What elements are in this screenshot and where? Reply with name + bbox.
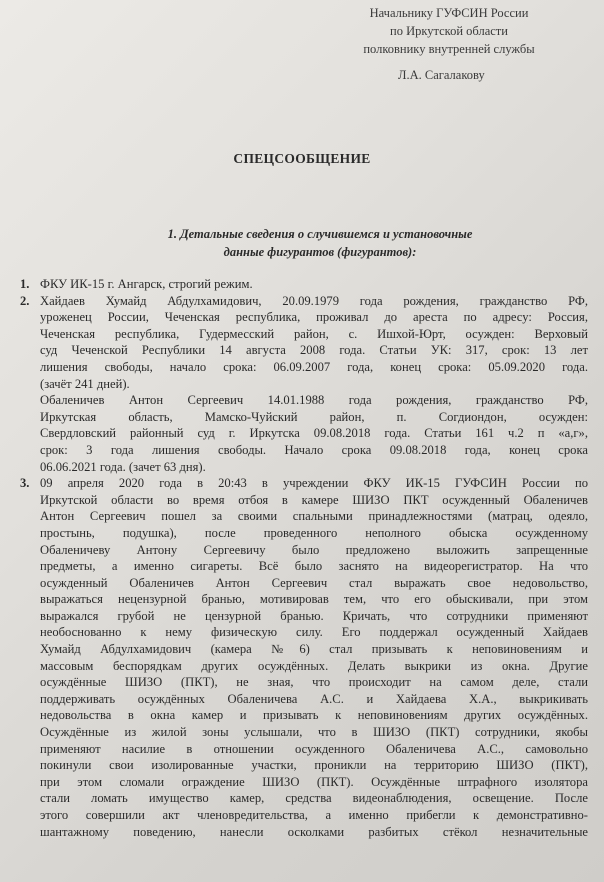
item-line: осуждённые ШИЗО (ПКТ), не зная, что происходит на самом деле, стали xyxy=(40,675,588,690)
document-title: СПЕЦСООБЩЕНИЕ xyxy=(233,151,371,166)
item-line: при этом сломали ограждение ШИЗО (ПКТ). Осуждённые штрафного изолятора xyxy=(40,774,588,789)
item-line: шантажному поведению, нанесли осколками разбитых стёкол незначительные xyxy=(40,824,588,839)
item-line: выражаться нецензурной бранью, мотивировав тем, что его обыскивали, при этом xyxy=(40,592,588,607)
item-line: выражался грубой не цензурной бранью. Кричать, что сотрудники применяют xyxy=(40,608,588,623)
list-item-2 xyxy=(20,293,588,476)
item-line: недовольства в окна камер и призывать к неповиновениям других осуждённых. xyxy=(40,708,588,723)
list-item-1 xyxy=(20,276,588,293)
addressee-line: по Иркутской области xyxy=(390,24,508,38)
item-line: Осуждённые из жилой зоны услышали, что в ШИЗО (ПКТ) сотрудники, якобы xyxy=(40,725,588,740)
item-line: ФКУ ИК-15 г. Ангарск, строгий режим. xyxy=(40,277,253,291)
item-number: 3. xyxy=(20,476,30,491)
item-line: Иркутской области во время отбоя в камере ШИЗО ПКТ осужденный Обаленичев xyxy=(40,492,588,507)
item-line: покинули свои изолированные участки, проникли на территорию ШИЗО (ПКТ), xyxy=(40,758,588,773)
addressee-line: Начальнику ГУФСИН России xyxy=(369,6,529,20)
item-line: Чеченская республика, Гудермесский район, с. Ишхой-Юрт, осужден: Верховый xyxy=(40,326,588,341)
item-number: 2. xyxy=(20,293,30,308)
section-heading-line: данные фигурантов (фигурантов): xyxy=(223,245,417,259)
item-line: суд Чеченской Республики 14 августа 2008 года. Статьи УК: 317, срок: 13 лет xyxy=(40,343,588,358)
item-line: необоснованно к нему физическую силу. Его поддержал осужденный Хайдаев xyxy=(40,625,588,640)
addressee-name: Л.А. Сагалакову xyxy=(398,68,485,82)
item-line: Хумайд Абдулхамидович (камера №6) стал призывать к неповиновениям и xyxy=(40,642,588,657)
item-line: Обаленичев Антон Сергеевич 14.01.1988 года рождения, гражданство РФ, xyxy=(40,393,588,408)
item-line: Хайдаев Хумайд Абдулхамидович, 20.09.1979 года рождения, гражданство РФ, xyxy=(40,293,588,308)
addressee-block xyxy=(318,4,580,58)
item-line: (зачёт 241 дней). xyxy=(40,376,130,391)
item-line: 09 апреля 2020 года в 20:43 в учреждении ФКУ ИК-15 ГУФСИН России по xyxy=(40,476,588,491)
item-line: Свердловский районный суд г. Иркутска 09.08.2018 года. Статьи 161 ч.2 п «а,г», xyxy=(40,426,588,441)
item-line: срок: 3 года лишения свободы. Начало срока 09.08.2018 года, конец срока xyxy=(40,442,588,457)
item-line: Иркутская область, Мамско-Чуйский район, п. Согдиондон, осужден: xyxy=(40,409,588,424)
item-line: лишения свободы, начало срока: 06.09.2007 года, конец срока: 05.09.2020 года. xyxy=(40,359,588,374)
item-line: массовым беспорядкам других осуждённых. Делать выкрики из окна. Другие xyxy=(40,658,588,673)
section-heading xyxy=(130,225,510,261)
item-line: применяют насилие в отношении осужденного Обаленичева А.С., самовольно xyxy=(40,741,588,756)
list-item-3 xyxy=(20,475,588,840)
section-heading-line: 1. Детальные сведения о случившемся и установочные xyxy=(167,227,473,241)
item-line: уроженец России, Чеченская республика, проживал до ареста по адресу: Россия, xyxy=(40,310,588,325)
item-number: 1. xyxy=(20,277,30,291)
item-line: поддерживать осуждённых Обаленичева А.С. и Хайдаева Х.А., выкрикивать xyxy=(40,691,588,706)
item-line: этого совершили акт членовредительства, а именно прибегли к демонстративно- xyxy=(40,808,588,822)
item-line: стали ломать имущество камер, средства видеонаблюдения, освещение. После xyxy=(40,791,588,806)
item-line: простынь, подушка), после проведенного неполного обыска осужденному xyxy=(40,525,588,540)
item-line: предметы, а именно сигареты. Всё было заснято на видеорегистратор. На что xyxy=(40,559,588,574)
item-line: Обаленичеву Антону Сергеевичу было предложено выложить запрещенные xyxy=(40,542,588,557)
item-line: Антон Сергеевич пошел за своими спальными принадлежностями (матрац, одеяло, xyxy=(40,509,588,524)
numbered-list xyxy=(20,276,588,840)
item-line: 06.06.2021 года. (зачет 63 дня). xyxy=(40,459,206,474)
item-line: осужденный Обаленичев Антон Сергеевич стал выражать свое недовольство, xyxy=(40,575,588,590)
addressee-line: полковнику внутренней службы xyxy=(363,42,535,56)
